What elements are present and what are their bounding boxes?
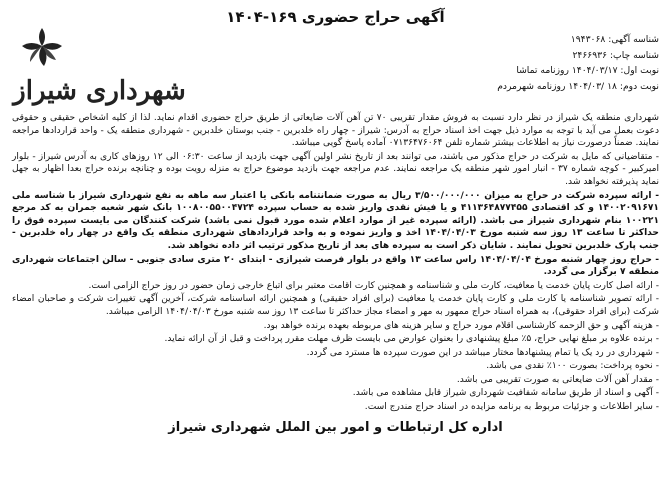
ad-id: شناسه آگهی: ۱۹۴۳۰۶۸ bbox=[570, 34, 659, 45]
transparency-paragraph: - آگهی و اسناد از طریق سامانه شفافیت شهرداری شیراز قابل مشاهده می باشد. bbox=[352, 388, 659, 399]
second-publication: نوبت دوم: ۱۸ /۱۴۰۴/۰۳ روزنامه شهرمردم bbox=[497, 80, 659, 92]
first-publication: نوبت اول: ۱۴۰۴/۰۳/۱۷ روزنامه تماشا bbox=[516, 65, 659, 76]
auction-date-paragraph: - حراج روز چهار شنبه مورخ ۱۴۰۴/۰۴/۰۴ راس ساعت ۱۳ واقع در بلوار فرصت شیرازی - ابتدای ۲۰ متری سادی جنوبی - سالن اجتماعات شهرداری منطقه ۷ برگزار می گردد. bbox=[12, 254, 659, 278]
print-id: شناسه چاپ: ۲۴۶۶۹۳۶ bbox=[572, 49, 659, 61]
id-requirement-paragraph: - ارائه اصل کارت پایان خدمت یا معافیت، کارت ملی و شناسنامه و همچنین کارت اقامت معتبر برای اتباع خارجی زمان حضور در روز حراج الزامی است. bbox=[88, 280, 659, 291]
rejection-paragraph: - شهرداری در رد یک یا تمام پیشنهادها مختار میباشد در این صورت سپرده ها مسترد می گردد. bbox=[306, 347, 659, 358]
visit-paragraph: - متقاضیانی که مایل به شرکت در حراج مذکور می باشند، می توانند بعد از تاریخ نشر اولین آگهی جهت بازدید از ساعت ۰۶:۳۰ الی ۱۲ روزهای کاری به آدرس شیراز - بلوار امیرکبیر - کوچه شماره ۳۷ - انبار امور شهر منطقه یک مراجعه نمایند. عدم مراجعه جهت بازدید موضوع حراج به منزله رویت بوده و چنانچه برنده حراج بعدا اظهار به جهل نماید پذیرفته نخواهد شد. bbox=[12, 151, 659, 187]
quantity-paragraph: - مقدار آهن آلات ضایعاتی به صورت تقریبی می باشد. bbox=[456, 374, 659, 385]
logo-wordmark: شهرداری شیراز bbox=[13, 76, 186, 106]
ad-body bbox=[12, 112, 659, 414]
deposit-paragraph: - ارائه سپرده شرکت در حراج به میزان ۳/۵۰۰/۰۰۰/۰۰۰ ریال به صورت ضمانتنامه بانکی یا اعتبار سه ماهه به نفع شهرداری شیراز با شناسه ملی ۱۴۰۰۲۰۹۱۶۷۱ و کد اقتصادی ۴۱۱۳۶۴۸۷۷۴۵۵ و یا فیش نقدی واریز شده به حساب سپرده ۱۰۰۸۰۰۵۵۰۰۴۷۲۴ بانک شهر شعبه جمران به کد مرجع ۱۰۰۲۲۱ بنام شهرداری شیراز می باشد. (ارائه سپرده غیر از موارد اعلام شده مورد قبول نمی باشد) شرکت کنندگان می بایست سپرده فوق را حداکثر تا ساعت ۱۳ روز سه شنبه مورخ ۱۴۰۴/۰۴/۰۳ اخذ و واریز نموده و به واحد قراردادهای شهرداری منطقه یک واقع در چهار راه خلدبرین - جنب پارک خلدبرین تحویل نمایند . شایان ذکر است به سپرده های بعد از تاریخ مذکور ترتیب اثر داده نخواهد شد. bbox=[12, 190, 659, 251]
ad-meta bbox=[497, 32, 659, 110]
ad-footer: اداره کل ارتباطات و امور بین الملل شهرداری شیراز bbox=[168, 419, 503, 435]
payment-paragraph: - نحوه پرداخت: بصورت ۱۰۰٪ نقدی می باشد. bbox=[486, 361, 659, 372]
ad-title: آگهی حراج حضوری ۱۶۹-۱۴۰۴ bbox=[226, 8, 445, 26]
other-info-paragraph: - سایر اطلاعات و جزئیات مربوط به برنامه مزایده در اسناد حراج مندرج است. bbox=[364, 402, 659, 413]
shiraz-municipality-logo-icon bbox=[16, 24, 68, 76]
intro-paragraph: شهرداری منطقه یک شیراز در نظر دارد نسبت به فروش مقدار تقریبی ۷۰ تن آهن آلات ضایعاتی از طریق حراج حضوری اقدام نماید. لذا از کلیه اشخاص حقیقی و حقوقی دعوت بعمل می آید با توجه به موارد ذیل جهت اخذ اسناد حراج به آدرس: شیراز - چهار راه خلدبرین - جنب بوستان خلدبرین - شهرداری منطقه یک - واحد قراردادها مراجعه نمایند. ضمناً درصورت نیاز به اطلاعات بیشتر شماره تلفن ۰۷۱۳۶۴۷۶۰۶۴ آماده پاسخ گویی میباشد. bbox=[12, 113, 659, 149]
fee-paragraph: - برنده علاوه بر مبلغ نهایی حراج، ۵٪ مبلغ پیشنهادی را بعنوان عوارض می بایست ظرف مهلت مقرر پرداخت و قبل از آن ارائه نماید. bbox=[164, 334, 659, 345]
header-block bbox=[12, 32, 659, 110]
municipality-logo bbox=[12, 32, 202, 110]
documents-paragraph: - ارائه تصویر شناسنامه یا کارت ملی و کارت پایان خدمت یا معافیت (برای افراد حقیقی) و همچنین ارائه اساسنامه شرکت، آخرین آگهی تغییرات شرکت و صاحبان امضاء شرکت (برای افراد حقوقی)، به همراه اسناد حراج ممهور به مهر و امضاء مجاز حداکثر تا ساعت ۱۳ روز سه شنبه مورخ ۱۴۰۴/۰۴/۰۳ الزامی میباشد. bbox=[12, 294, 659, 317]
costs-paragraph: - هزینه آگهی و حق الزحمه کارشناسی اقلام مورد حراج و سایر هزینه های مربوطه بعهده برنده خواهد بود. bbox=[263, 320, 659, 331]
